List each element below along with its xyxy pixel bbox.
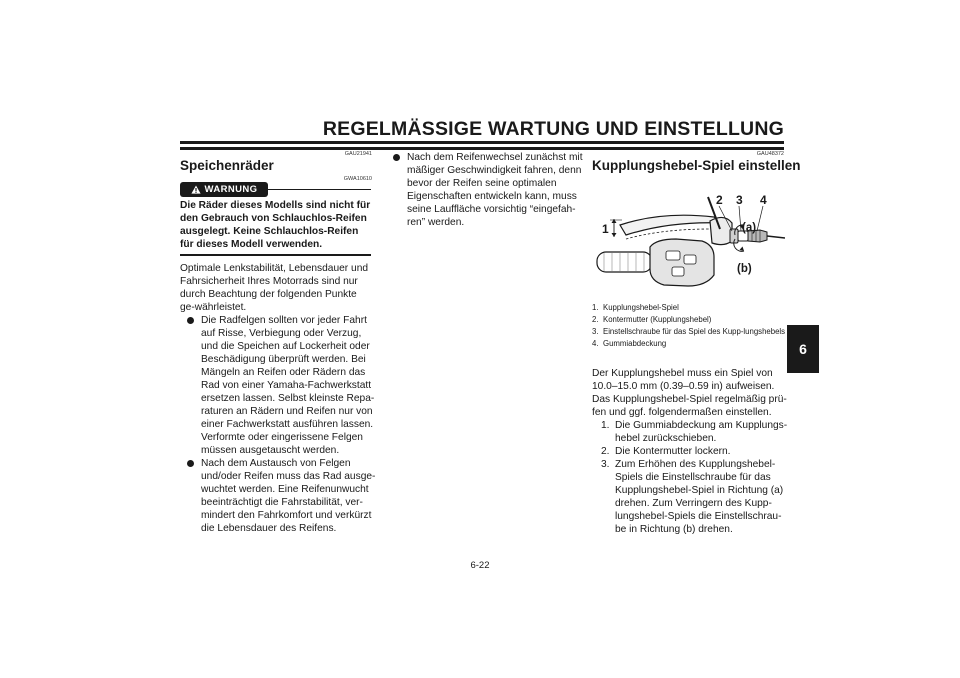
list-item: Nach dem Reifenwechsel zunächst mit mäßiger Geschwindigkeit fahren, denn bevor der Reifen seine optimalen Eigenschaften entwickeln kann, muss seine Lauffläche vorsichtig “eingefah-ren” werden. (392, 151, 584, 229)
warning-badge (180, 182, 268, 197)
list-item: Die Radfelgen sollten vor jeder Fahrt auf Risse, Verbiegung oder Verzug, und die Speichen auf Lockerheit oder Beschädigung überprüft werden. Bei Mängeln an Reifen oder Rädern das Rad von einer Yamaha-Fachwerkstatt ersetzen lassen. Selbst kleinste Repa-raturen an Rädern und Reifen nur von einer Fachwerkstatt ausführen lassen. Verformte oder eingerissene Felgen müssen ausgetauscht werden. (186, 314, 376, 457)
clutch-lever-figure (592, 189, 785, 291)
page-header-title: REGELMÄSSIGE WARTUNG UND EINSTELLUNG (322, 118, 784, 140)
header-rule-top (180, 141, 784, 144)
list-item: 3. Zum Erhöhen des Kupplungshebel-Spiels die Einstellschraube für das Kupplungshebel-Spiel in Richtung (a) drehen. Zum Verringern des Kupp-lungshebel-Spiels die Einstellschrau-be in Richtung (b) drehen. (601, 459, 784, 535)
header-rule-bottom (180, 147, 784, 150)
list-item: 3. Einstellschraube für das Spiel des Kupp-lungshebels (592, 327, 786, 336)
clutch-steps (592, 419, 790, 536)
list-item: 2. Die Kontermutter lockern. (601, 446, 731, 457)
warning-text: Die Räder dieses Modells sind nicht für den Gebrauch von Schlauchlos-Reifen ausgelegt. Keine Schlauchlos-Reifen für dieses Modell verwenden. (180, 200, 371, 250)
intro-paragraph: Optimale Lenkstabilität, Lebensdauer und Fahrsicherheit Ihres Motorrads sind nur durch Beachtung der folgenden Punkte ge-währleistet. (180, 263, 369, 313)
section-code-right: GAU48372 (756, 151, 784, 157)
figure-label-b: (b) (737, 263, 752, 275)
bullet-dot-icon (393, 154, 400, 161)
middle-bullet-list (392, 151, 584, 229)
figure-label-3: 3 (736, 193, 743, 207)
warning-bottom-rule (180, 254, 371, 256)
list-item: Nach dem Austausch von Felgen und/oder Reifen muss das Rad ausge-wuchtet werden. Eine Reifenunwucht beeinträchtigt die Fahrstabilität, ver-mindert den Fahrkomfort und verkürzt die Lebensdauer des Reifens. (186, 457, 376, 535)
figure-legend (592, 303, 792, 351)
section-heading-spoke-wheels: Speichenräder (180, 158, 274, 173)
list-item: 1. Die Gummiabdeckung am Kupplungs-hebel zurückschieben. (601, 420, 788, 444)
list-item: 4. Gummiabdeckung (592, 339, 667, 348)
warning-divider (268, 189, 371, 190)
warning-code: GWA10610 (343, 176, 372, 182)
figure-label-1: 1 (602, 222, 609, 236)
figure-label-a: (a) (742, 222, 757, 234)
left-bullet-list (186, 314, 376, 535)
section-code-left: GAU21941 (344, 151, 372, 157)
bullet-dot-icon (187, 460, 194, 467)
warning-triangle-icon (191, 185, 201, 194)
warning-label: WARNUNG (204, 184, 258, 195)
figure-label-4: 4 (760, 193, 767, 207)
clutch-body-paragraph: Der Kupplungshebel muss ein Spiel von 10.0–15.0 mm (0.39–0.59 in) aufweisen. Das Kupplungshebel-Spiel regelmäßig prü-fen und ggf. folgendermaßen einstellen. (592, 368, 787, 418)
chapter-tab: 6 (787, 325, 819, 373)
list-item: 2. Kontermutter (Kupplungshebel) (592, 315, 712, 324)
bullet-dot-icon (187, 317, 194, 324)
section-heading-clutch-lever: Kupplungshebel-Spiel einstellen (592, 158, 801, 173)
clutch-lever-illustration (592, 189, 785, 291)
page-number: 6-22 (470, 560, 490, 571)
list-item: 1. Kupplungshebel-Spiel (592, 303, 679, 312)
figure-label-2: 2 (716, 193, 723, 207)
